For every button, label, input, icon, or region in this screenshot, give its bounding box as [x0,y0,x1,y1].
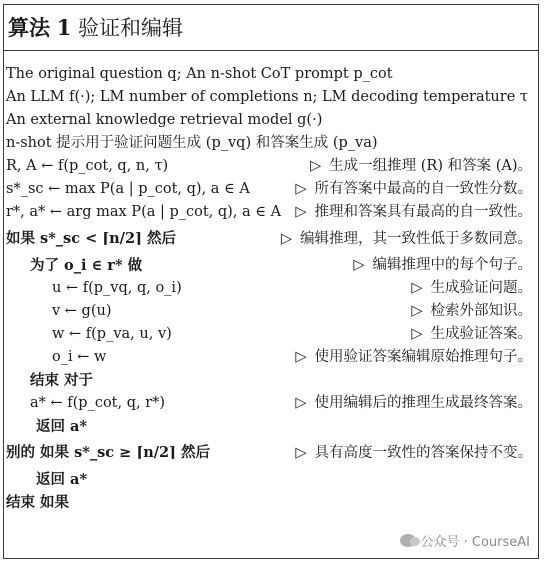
comment-triangle-icon: ▷ [295,395,307,411]
comment-text: 推理和答案具有最高的自一致性。 [314,204,532,220]
algorithm-line [4,254,538,277]
algorithm-line [4,300,538,323]
comment-triangle-icon: ▷ [411,280,423,296]
algorithm-line [4,369,538,392]
comment-triangle-icon: ▷ [310,158,322,174]
algorithm-line [4,86,538,109]
watermark [400,531,530,550]
line-code: 为了 o_i ∈ r* 做 [30,257,143,274]
line-code: r*, a* ← arg max P(a | p_cot, q), a ∈ A [6,204,282,220]
line-code: n-shot 提示用于验证问题生成 (p_vq) 和答案生成 (p_va) [6,135,378,151]
line-code: 结束 对于 [30,372,94,389]
algorithm-line [4,323,538,346]
line-code: 返回 a* [36,471,88,488]
comment-triangle-icon: ▷ [411,326,423,342]
comment-text: 编辑推理中的每个句子。 [372,257,532,273]
algorithm-line [4,415,538,438]
line-code: 结束 如果 [6,494,70,511]
line-code: An external knowledge retrieval model g(·) [6,112,323,128]
comment-text: 生成一组推理 (R) 和答案 (A)。 [329,158,532,174]
line-code: 别的 如果 s*_sc ≥ ⌈n/2⌉ 然后 [6,444,211,461]
line-comment [353,254,532,277]
comment-text: 使用编辑后的推理生成最终答案。 [314,395,532,411]
line-comment [411,277,532,300]
watermark-text: 公众号 · CourseAI [420,535,530,550]
line-comment [411,323,532,346]
line-code: 返回 a* [36,418,88,435]
line-code: s*_sc ← max P(a | p_cot, q), a ∈ A [6,181,250,197]
comment-triangle-icon: ▷ [295,445,307,461]
line-comment [295,178,532,201]
comment-text: 生成验证问题。 [430,280,532,296]
comment-triangle-icon: ▷ [353,257,365,273]
comment-triangle-icon: ▷ [295,349,307,365]
algorithm-title-number: 1 [56,15,72,40]
algorithm-line [4,346,538,369]
algorithm-title-name: 验证和编辑 [78,16,183,40]
comment-text: 使用验证答案编辑原始推理句子。 [314,349,532,365]
line-comment [295,201,532,224]
algorithm-line [4,277,538,300]
line-comment [295,392,532,415]
algorithm-box [3,4,539,559]
algorithm-line [4,224,538,254]
line-comment [295,438,532,468]
line-code: v ← g(u) [52,303,112,319]
line-comment [281,224,532,254]
line-comment [411,300,532,323]
algorithm-body [4,51,538,514]
comment-triangle-icon: ▷ [295,204,307,220]
comment-text: 检索外部知识。 [430,303,532,319]
line-comment [310,155,532,178]
comment-text: 所有答案中最高的自一致性分数。 [314,181,532,197]
algorithm-title [4,5,538,51]
algorithm-line [4,438,538,468]
line-code: 如果 s*_sc < ⌈n/2⌉ 然后 [6,230,176,247]
line-code: R, A ← f(p_cot, q, n, τ) [6,158,169,174]
comment-triangle-icon: ▷ [295,181,307,197]
line-code: o_i ← w [52,349,107,365]
wechat-icon [400,534,416,547]
line-code: w ← f(p_va, u, v) [52,326,172,342]
algorithm-title-prefix: 算法 [8,15,50,40]
algorithm-line [4,201,538,224]
line-code: u ← f(p_vq, q, o_i) [52,280,182,296]
algorithm-line [4,392,538,415]
line-code: a* ← f(p_cot, q, r*) [30,395,166,411]
algorithm-line [4,178,538,201]
comment-text: 生成验证答案。 [430,326,532,342]
comment-text: 编辑推理，其一致性低于多数同意。 [300,231,532,247]
algorithm-line [4,155,538,178]
algorithm-line [4,109,538,132]
algorithm-line [4,491,538,514]
comment-triangle-icon: ▷ [280,231,292,247]
comment-triangle-icon: ▷ [411,303,423,319]
comment-text: 具有高度一致性的答案保持不变。 [314,445,532,461]
algorithm-line [4,468,538,491]
algorithm-line [4,132,538,155]
line-code: An LLM f(·); LM number of completions n; LM decoding temperature τ [6,89,528,105]
line-comment [295,346,532,369]
algorithm-line [4,63,538,86]
line-code: The original question q; An n-shot CoT prompt p_cot [6,66,393,82]
